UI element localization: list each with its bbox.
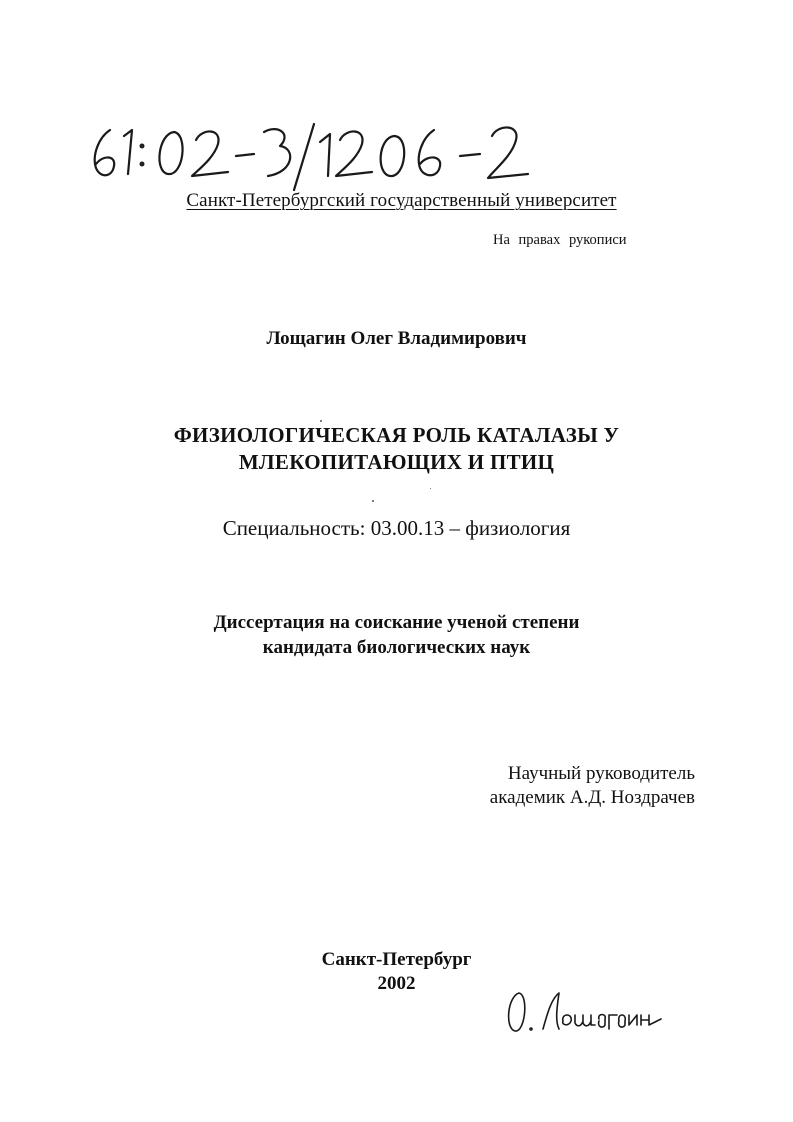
handwritten-archive-code xyxy=(88,118,538,198)
degree-statement-line-2: кандидата биологических наук xyxy=(262,637,531,658)
manuscript-rights-note: На правах рукописи xyxy=(493,232,627,248)
dissertation-title-line-1: ФИЗИОЛОГИЧЕСКАЯ РОЛЬ КАТАЛАЗЫ У xyxy=(173,423,620,447)
author-name: Лощагин Олег Владимирович xyxy=(266,328,527,349)
specialty: Специальность: 03.00.13 – физиология xyxy=(222,516,571,540)
degree-statement xyxy=(0,610,793,660)
degree-statement-line-1: Диссертация на соискание ученой степени xyxy=(213,612,580,633)
scan-speck xyxy=(320,420,322,422)
scan-speck xyxy=(430,488,431,489)
city-and-year xyxy=(0,948,793,996)
city: Санкт-Петербург xyxy=(321,949,472,970)
scan-speck xyxy=(372,500,374,502)
university-name xyxy=(0,190,793,212)
dissertation-title xyxy=(0,422,793,476)
supervisor-name: академик А.Д. Ноздрачев xyxy=(489,787,695,808)
scientific-supervisor xyxy=(490,762,695,810)
supervisor-role: Научный руководитель xyxy=(507,763,695,784)
university-name-text: Санкт-Петербургский государственный университет xyxy=(186,190,617,211)
year: 2002 xyxy=(377,973,416,994)
dissertation-title-line-2: МЛЕКОПИТАЮЩИХ И ПТИЦ xyxy=(238,450,555,474)
author-signature xyxy=(505,985,665,1045)
